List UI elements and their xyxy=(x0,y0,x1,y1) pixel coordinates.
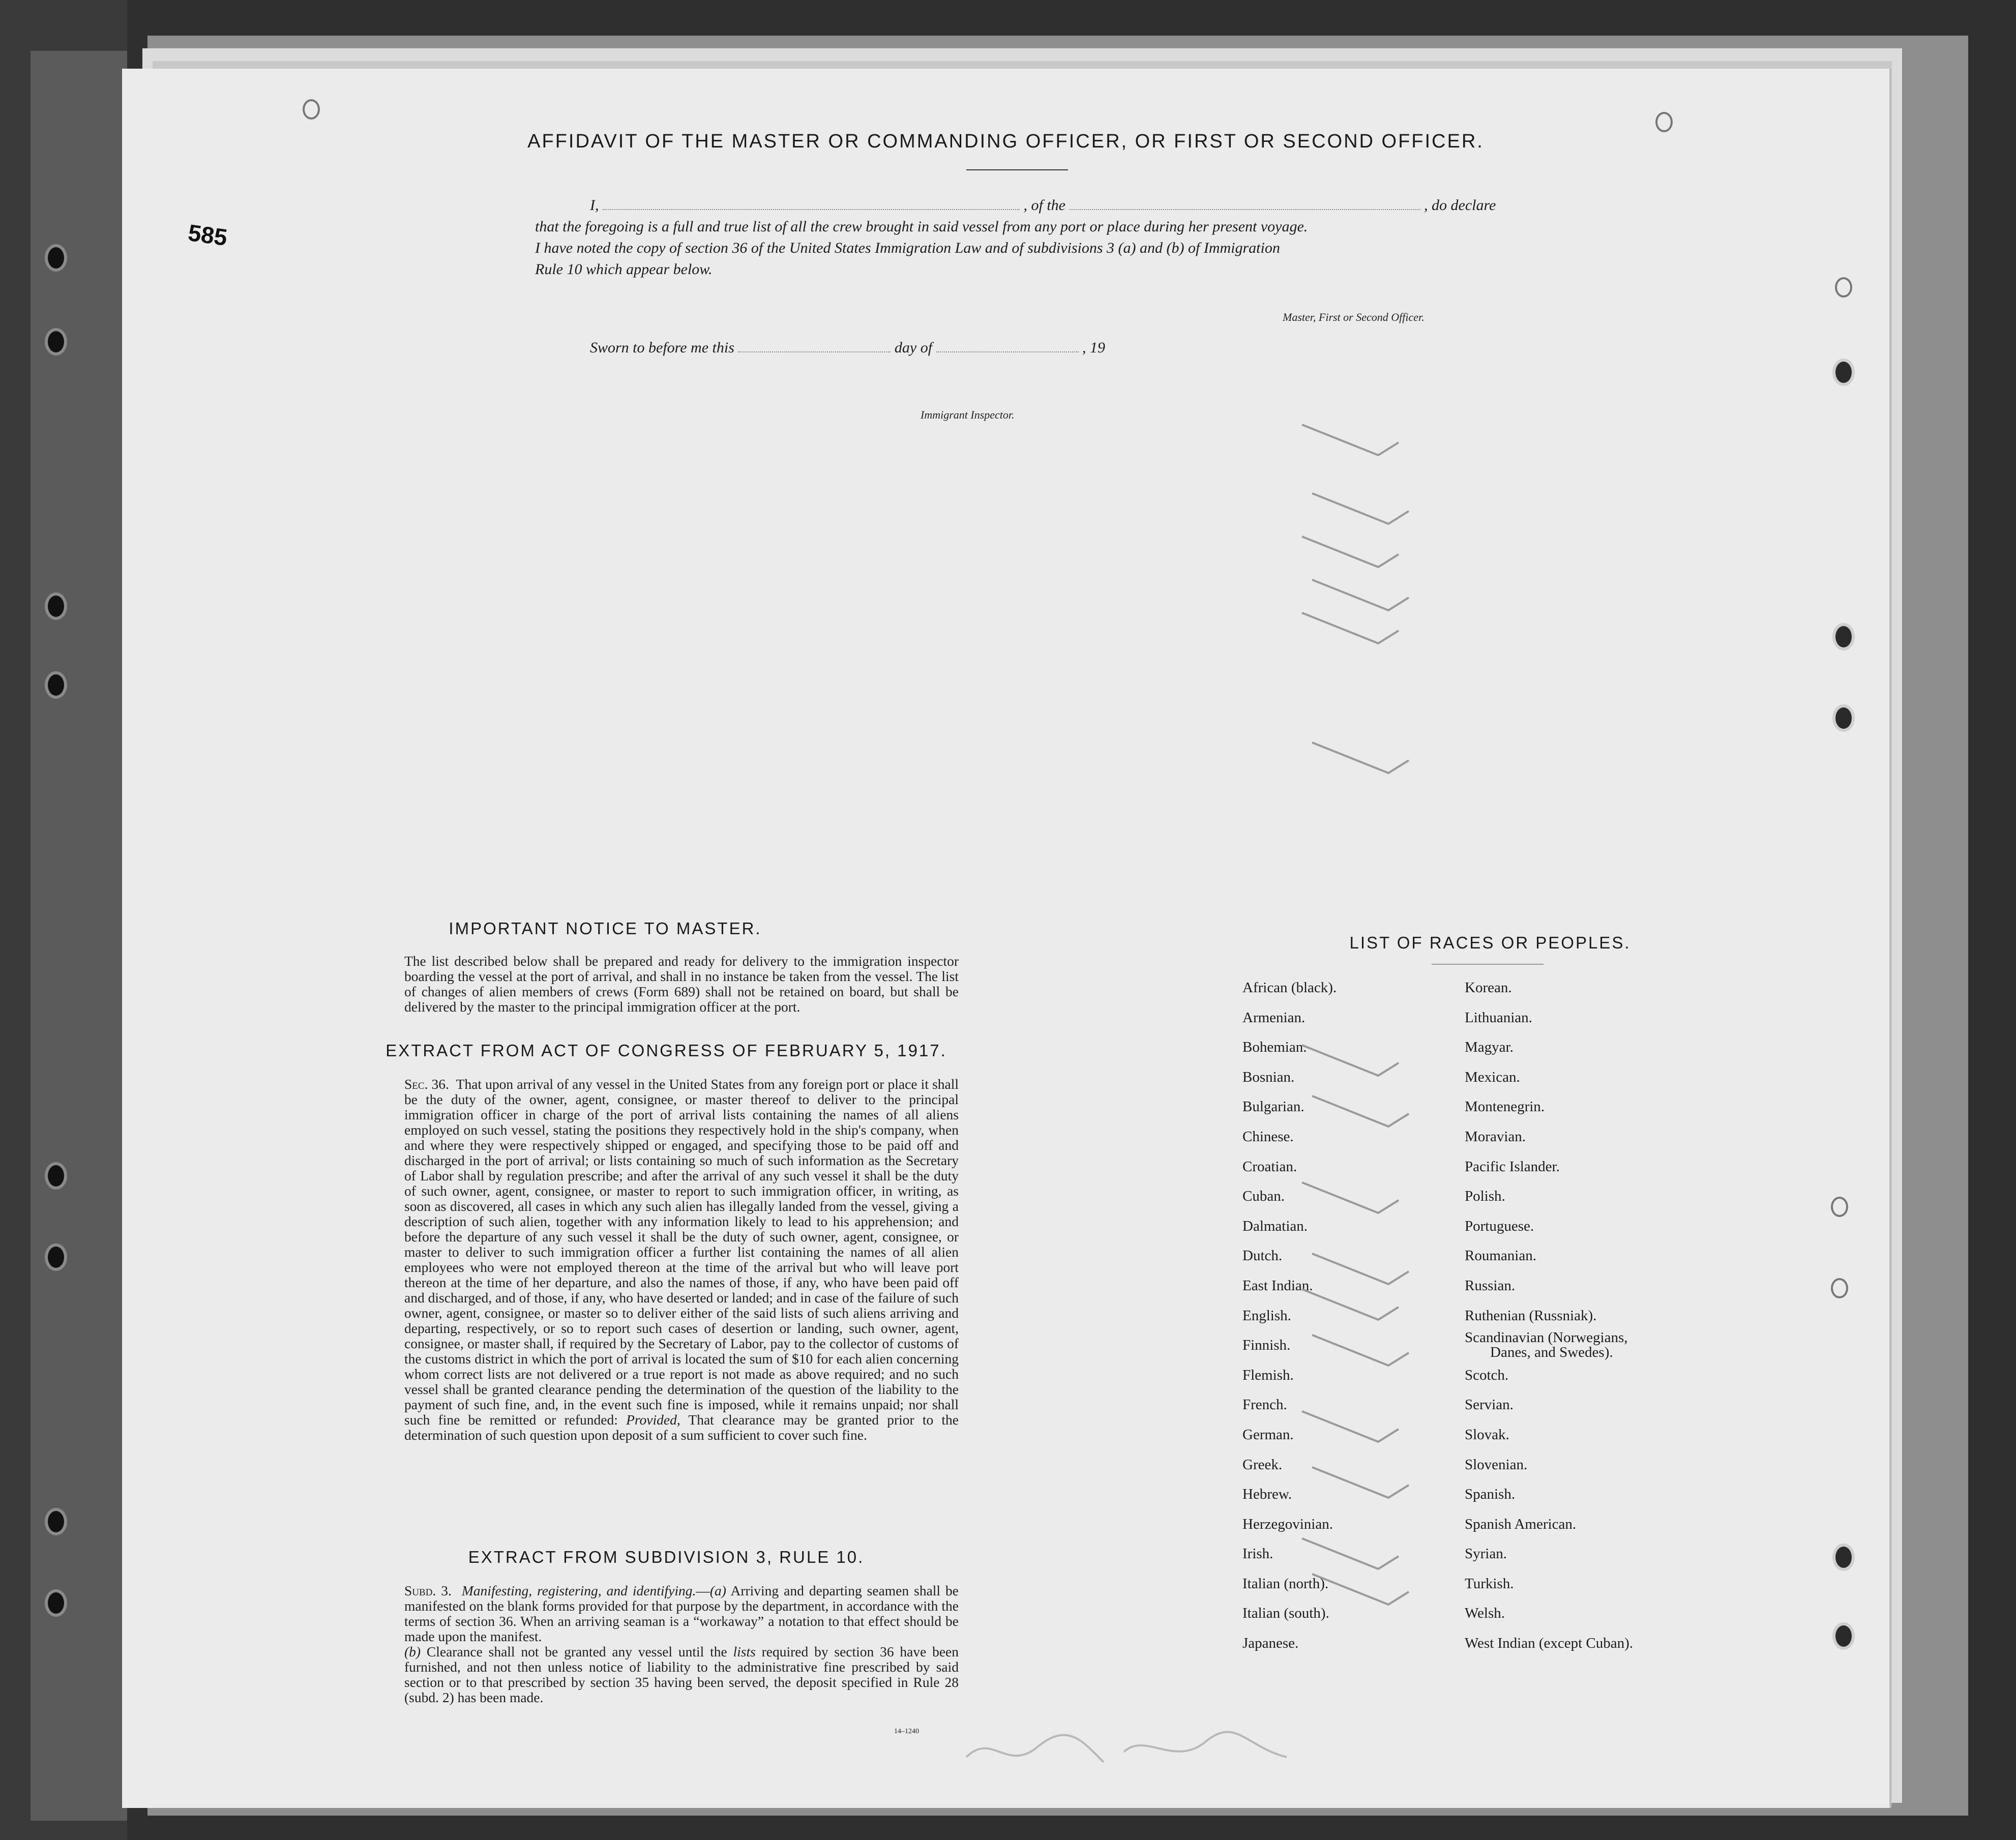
race-item: Lithuanian. xyxy=(1465,1009,1532,1026)
a-text: Arriving and departing seamen shall be manifested on the blank forms provided for that purpose by the department, in accordance with the terms of section 36. When an arriving seaman is a “workaway” a notation to that effect should be made upon the manifest. xyxy=(404,1583,959,1644)
signature-caption: Master, First or Second Officer. xyxy=(1283,311,1425,323)
checkmark-stroke xyxy=(1302,537,1399,567)
race-item: Montenegrin. xyxy=(1465,1099,1545,1115)
name-blank xyxy=(603,209,1020,210)
rule-title: EXTRACT FROM SUBDIVISION 3, RULE 10. xyxy=(468,1548,865,1566)
binder-hole xyxy=(45,244,67,272)
binder-hole xyxy=(45,328,67,355)
punch-ring xyxy=(1655,112,1673,132)
race-item: Flemish. xyxy=(1242,1367,1294,1383)
b-text-2: required by section 36 have been furnished, and not then unless notice of liability to the administrative fine prescribed by said section or to that prescribed by section 35 having been served, the deposit specified in Rule 28 (subd. 2) has been made. xyxy=(404,1644,959,1705)
races-column-2 xyxy=(1465,973,1633,1658)
checkmark-stroke xyxy=(1302,613,1399,643)
punch-hole xyxy=(1832,1622,1855,1650)
handwritten-number: 585 xyxy=(186,219,229,251)
b-text-1: Clearance shall not be granted any vessel until the xyxy=(426,1644,727,1659)
punch-hole xyxy=(1832,1544,1855,1571)
race-item: Japanese. xyxy=(1242,1635,1299,1652)
race-item: Polish. xyxy=(1465,1188,1505,1205)
sworn-prefix: Sworn to before me this xyxy=(590,339,734,356)
race-item: Syrian. xyxy=(1465,1546,1507,1562)
race-item: Korean. xyxy=(1465,980,1512,996)
affidavit-i: I, xyxy=(590,197,599,214)
race-item: Cuban. xyxy=(1242,1188,1285,1205)
binding-margin xyxy=(31,51,127,1821)
race-item: West Indian (except Cuban). xyxy=(1465,1635,1634,1652)
affidavit-line-2: that the foregoing is a full and true list of all the crew brought in said vessel from any port or place during her present voyage. xyxy=(535,218,1308,235)
race-item: Slovenian. xyxy=(1465,1456,1528,1473)
punch-hole xyxy=(1832,704,1855,732)
race-item: East Indian. xyxy=(1242,1277,1313,1294)
b-lists: lists xyxy=(733,1644,756,1659)
race-item xyxy=(1465,1330,1633,1360)
provided-word: Provided, xyxy=(626,1412,680,1428)
race-item: Mexican. xyxy=(1465,1069,1520,1085)
races-title: LIST OF RACES OR PEOPLES. xyxy=(1349,933,1631,952)
race-item: Roumanian. xyxy=(1465,1248,1536,1264)
punch-hole xyxy=(1832,359,1855,386)
race-item: Slovak. xyxy=(1465,1426,1509,1443)
punch-ring xyxy=(1831,1278,1848,1298)
affidavit-title: AFFIDAVIT OF THE MASTER OR COMMANDING OFFICER, OR FIRST OR SECOND OFFICER. xyxy=(527,131,1484,152)
vessel-blank xyxy=(1070,209,1420,210)
race-item: Greek. xyxy=(1242,1456,1283,1473)
affidavit-line-1 xyxy=(590,197,1496,214)
race-item: Bulgarian. xyxy=(1242,1099,1305,1115)
act-title: EXTRACT FROM ACT OF CONGRESS OF FEBRUARY 5, 1917. xyxy=(386,1041,947,1060)
race-item: Spanish. xyxy=(1465,1486,1516,1503)
affidavit-declare: , do declare xyxy=(1424,197,1496,214)
race-item: Scotch. xyxy=(1465,1367,1509,1383)
races-column-1 xyxy=(1242,973,1337,1658)
punch-ring xyxy=(1835,277,1852,298)
race-item-line: Scandinavian (Norwegians, xyxy=(1465,1329,1628,1346)
notice-paragraph: The list described below shall be prepared and ready for delivery to the immigration inspector boarding the vessel at the port of arrival, and shall in no instance be taken from the vessel. The list of changes of alien members of crews (Form 689) shall not be retained on board, but shall be delivered by the master to the principal immigration officer at the port. xyxy=(404,953,959,1015)
sworn-day: day of xyxy=(894,339,933,356)
race-item: Croatian. xyxy=(1242,1158,1297,1175)
form-number: 14–1240 xyxy=(894,1728,919,1735)
race-item-line: Danes, and Swedes). xyxy=(1490,1344,1613,1361)
subd-label: Subd. 3. xyxy=(404,1583,452,1598)
race-item: Italian (south). xyxy=(1242,1605,1329,1622)
race-item: Bohemian. xyxy=(1242,1039,1307,1056)
race-item: English. xyxy=(1242,1307,1291,1324)
divider xyxy=(966,169,1068,170)
notice-title: IMPORTANT NOTICE TO MASTER. xyxy=(449,919,762,938)
race-item: Dalmatian. xyxy=(1242,1218,1308,1234)
race-item: Spanish American. xyxy=(1465,1516,1577,1532)
day-blank xyxy=(738,351,891,352)
divider xyxy=(1432,964,1544,965)
race-item: Magyar. xyxy=(1465,1039,1514,1056)
race-item: Portuguese. xyxy=(1465,1218,1534,1234)
affidavit-line-4: Rule 10 which appear below. xyxy=(535,261,713,278)
inspector-caption: Immigrant Inspector. xyxy=(921,408,1015,421)
month-blank xyxy=(936,351,1079,352)
checkmark-stroke xyxy=(1312,493,1409,524)
binder-hole xyxy=(45,1508,67,1535)
section-label: Sec. 36. xyxy=(404,1076,449,1092)
punch-hole xyxy=(1832,623,1855,650)
race-item: Italian (north). xyxy=(1242,1575,1329,1592)
race-item: Turkish. xyxy=(1465,1575,1514,1592)
race-item: Herzegovinian. xyxy=(1242,1516,1333,1532)
rule-text xyxy=(374,1583,959,1705)
race-item: Irish. xyxy=(1242,1546,1273,1562)
race-item: Dutch. xyxy=(1242,1248,1283,1264)
notice-text xyxy=(374,954,959,1015)
binder-hole xyxy=(45,1162,67,1190)
faint-signature xyxy=(961,1711,1317,1788)
rule-paragraph-b xyxy=(374,1644,959,1705)
race-item: Hebrew. xyxy=(1242,1486,1292,1503)
binder-hole xyxy=(45,1589,67,1617)
race-item: Moravian. xyxy=(1465,1128,1526,1145)
race-item: German. xyxy=(1242,1426,1294,1443)
b-label: (b) xyxy=(404,1644,421,1659)
race-item: Russian. xyxy=(1465,1277,1516,1294)
affidavit-of-the: , of the xyxy=(1023,197,1065,214)
checkmark-stroke xyxy=(1312,580,1409,610)
subd-heading: Manifesting, registering, and identifying. xyxy=(461,1583,696,1598)
sworn-year: , 19 xyxy=(1082,339,1106,356)
race-item: Welsh. xyxy=(1465,1605,1505,1622)
act-paragraph xyxy=(374,1077,959,1443)
punch-ring xyxy=(1831,1197,1848,1217)
race-item: Pacific Islander. xyxy=(1465,1158,1560,1175)
binder-hole xyxy=(45,1243,67,1271)
race-item: Armenian. xyxy=(1242,1009,1306,1026)
race-item: Finnish. xyxy=(1242,1337,1291,1354)
section-text: That upon arrival of any vessel in the United States from any foreign port or place it shall be the duty of the owner, agent, consignee, or master thereof to deliver to the principal immigration officer in charge of the port of arrival lists containing the names of all aliens employed on such vessel, stating the positions they respectively hold in the ship's company, when and where they were respectively shipped or engaged, and specifying those to be paid off and discharged in the port of arrival; or lists containing so much of such information as the Secretary of Labor shall by regulation prescribe; and after the arrival of any such vessel it shall be the duty of such owner, agent, consignee, or master to report to such immigration officer, in writing, as soon as discovered, all cases in which any such alien has illegally landed from the vessel, giving a description of such alien, together with any information likely to lead to his apprehension; and before the departure of any such vessel it shall be the duty of such owner, agent, consignee, or master to deliver to such immigration officer a further list containing the names of all alien employees who were not employed thereon at the time of the arrival but who will leave port thereon at the time of her departure, and also the names of those, if any, who have been paid off and discharged, and of those, if any, who have deserted or landed; and in case of the failure of such owner, agent, consignee, or master so to deliver either of the said lists of such aliens arriving and departing, respectively, or so to report such cases of desertion or landing, such owner, agent, consignee, or master shall, if required by the Secretary of Labor, pay to the collector of customs of the customs district in which the port of arrival is located the sum of $10 for each alien concerning whom correct lists are not delivered or a true report is not made as above required; and no such vessel shall be granted clearance pending the determination of the question of the liability to the payment of such fine, and, in the event such fine is imposed, while it remains unpaid; nor shall such fine be remitted or refunded: xyxy=(404,1076,959,1428)
rule-paragraph-a: Subd. 3. Manifesting, registering, and identifying.—(a) Arriving and departing seamen shall be manifested on the blank forms provided for that purpose by the department, in accordance with the terms of section 36. When an arriving seaman is a “workaway” a notation to that effect should be made upon the manifest. xyxy=(404,1583,959,1644)
checkmark-stroke xyxy=(1302,425,1399,455)
section-text-end: That clearance may be granted prior to the determination of such question upon deposit of a sum sufficient to cover such fine. xyxy=(404,1412,959,1443)
punch-ring xyxy=(303,99,320,120)
race-item: Ruthenian (Russniak). xyxy=(1465,1307,1597,1324)
a-label: (a) xyxy=(709,1583,726,1598)
race-item: African (black). xyxy=(1242,980,1337,996)
act-text xyxy=(374,1077,959,1443)
affidavit-line-3: I have noted the copy of section 36 of the United States Immigration Law and of subdivisions 3 (a) and (b) of Immigration xyxy=(535,240,1280,256)
manifest-page xyxy=(122,69,1889,1808)
binder-hole xyxy=(45,671,67,699)
binder-hole xyxy=(45,592,67,620)
checkmark-stroke xyxy=(1312,743,1409,773)
race-item: Servian. xyxy=(1465,1397,1514,1413)
race-item: Chinese. xyxy=(1242,1128,1294,1145)
sworn-line xyxy=(590,339,1105,357)
race-item: French. xyxy=(1242,1397,1287,1413)
race-item: Bosnian. xyxy=(1242,1069,1295,1085)
